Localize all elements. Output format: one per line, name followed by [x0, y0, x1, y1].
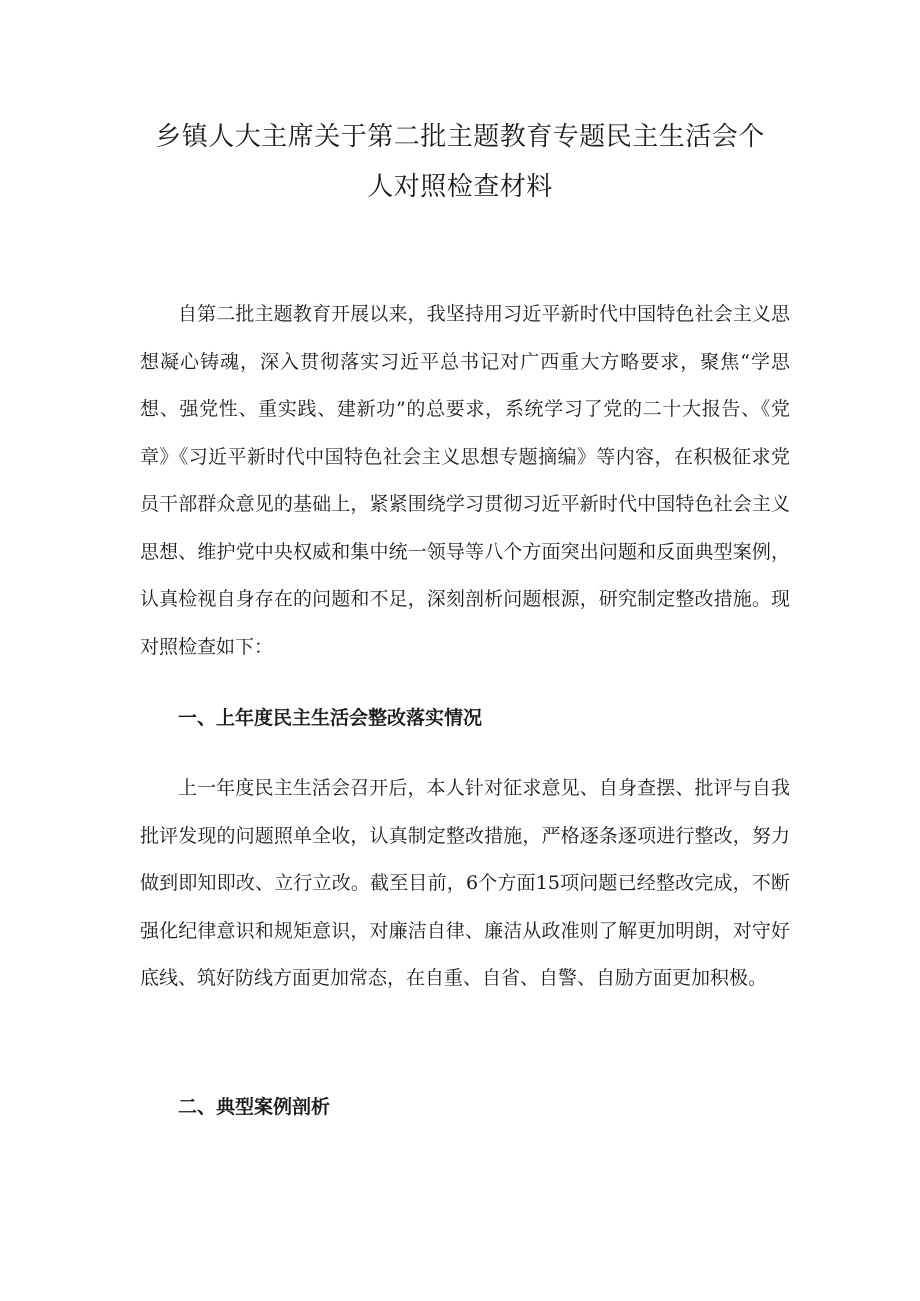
document-title-line-2: 人对照检查材料	[367, 172, 553, 202]
intro-paragraph: 自第二批主题教育开展以来，我坚持用习近平新时代中国特色社会主义思想凝心铸魂，深入贯彻落实习近平总书记对广西重大方略要求，聚焦“学思想、强党性、重实践、建新功”的总要求，系统学习了党的二十大报告、《党章》《习近平新时代中国特色社会主义思想专题摘编》等内容，在积极征求党员干部群众意见的基础上，紧紧围绕学习贯彻习近平新时代中国特色社会主义思想、维护党中央权威和集中统一领导等八个方面突出问题和反面典型案例，认真检视自身存在的问题和不足，深刻剖析问题根源，研究制定整改措施。现对照检查如下：	[140, 303, 790, 658]
document-title-line-1: 乡镇人大主席关于第二批主题教育专题民主生活会个	[155, 122, 765, 152]
section-heading-1: 一、上年度民主生活会整改落实情况	[178, 707, 483, 729]
section1-paragraph: 上一年度民主生活会召开后，本人针对征求意见、自身查摆、批评与自我批评发现的问题照单全收，认真制定整改措施，严格逐条逐项进行整改，努力做到即知即改、立行立改。截至目前，6个方面15项问题已经整改完成，不断强化纪律意识和规矩意识，对廉洁自律、廉洁从政准则了解更加明朗，对守好底线、筑好防线方面更加常态，在自重、自省、自警、自励方面更加积极。	[140, 777, 790, 989]
section-heading-2: 二、典型案例剖析	[178, 1096, 331, 1118]
